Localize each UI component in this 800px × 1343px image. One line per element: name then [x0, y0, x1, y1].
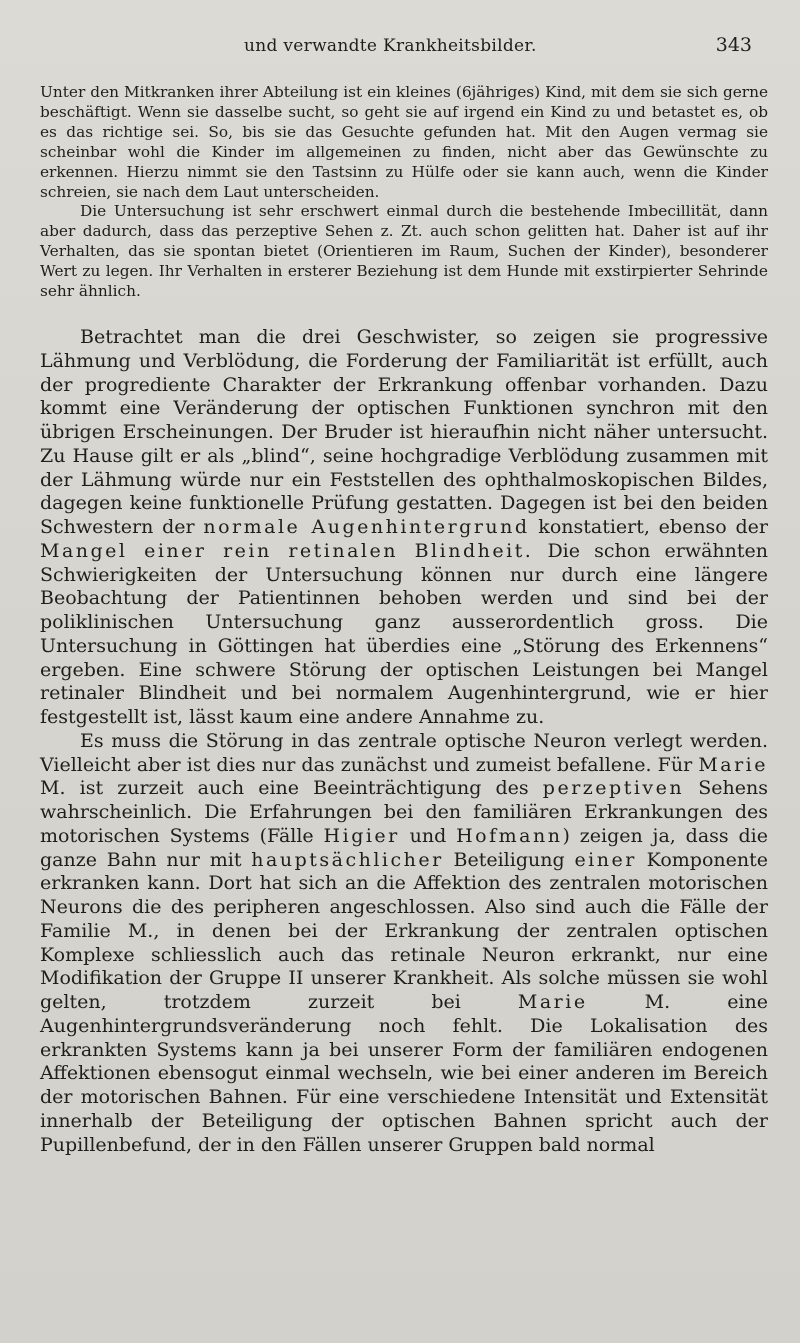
- emphasis-spaced: Mangel einer rein retinalen Blindheit.: [40, 539, 534, 562]
- case-report-small-print: [40, 83, 768, 302]
- main-text: [40, 326, 768, 1157]
- person-name-spaced: Higier: [323, 824, 400, 847]
- text-run: M. ist zurzeit auch eine Beeinträchtigung des: [40, 777, 543, 800]
- text-run: und: [399, 824, 457, 847]
- text-run: Komponente erkranken kann. Dort hat sich an die Affektion des zentralen motorischen Neurons die des peripheren angeschlossen. Also sind auch die Fälle der Familie M., in denen bei der Erkrankung der zentralen optischen Komplexe schliesslich auch das retinale Neuron erkrankt, nur eine Modifikation der Gruppe II unserer Krankheit. Als solche müssen sie wohl gelten, trotzdem zurzeit bei: [40, 848, 768, 1013]
- person-name-spaced: Marie: [698, 753, 768, 776]
- main-paragraph-2: [40, 730, 768, 1158]
- text-run: Betrachtet man die drei Geschwister, so zeigen sie progressive Lähmung und Verblödung, die Forderung der Familiarität ist erfüllt, auch der progrediente Charakter der Erkrankung offenbar vorhanden. Dazu kommt eine Veränderung der optischen Funktionen synchron mit den übrigen Erscheinungen. Der Bruder ist hieraufhin nicht näher untersucht. Zu Hause gilt er als „blind“, seine hochgradige Verblödung zusammen mit der Lähmung würde nur ein Feststellen des ophthalmoskopischen Bildes, dagegen keine funktionelle Prüfung gestatten. Dagegen ist bei den beiden Schwestern der: [40, 326, 768, 538]
- text-run: Beteiligung: [443, 848, 575, 871]
- running-head: [0, 36, 800, 66]
- main-paragraph-1: [40, 326, 768, 730]
- text-run: Die schon erwähnten Schwierigkeiten der Untersuchung können nur durch eine längere Beobachtung der Patientinnen behoben werden und sind bei der poliklinischen Untersuchung ganz ausserordentlich gross. Die Untersuchung in Göttingen hat überdies eine „Störung des Erkennens“ ergeben. Eine schwere Störung der optischen Leistungen bei Mangel retinaler Blindheit und bei normalem Augenhintergrund, wie er hier festgestellt ist, lässt kaum eine andere Annahme zu.: [40, 539, 769, 728]
- page-number: 343: [715, 34, 752, 56]
- text-run: M. eine Augenhintergrundsveränderung noch fehlt. Die Lokalisation des erkrankten Systems kann ja bei unserer Form der familiären endogenen Affektionen ebensogut einmal wechseln, wie bei einer anderen im Bereich der motorischen Bahnen. Für eine verschiedene Intensität und Extensität innerhalb der Beteiligung der optischen Bahnen spricht auch der Pupillenbefund, der in den Fällen unserer Gruppen bald normal: [40, 991, 768, 1156]
- running-title: und verwandte Krankheitsbilder.: [244, 36, 537, 56]
- emphasis-spaced: normale Augenhintergrund: [203, 516, 530, 538]
- text-run: konstatiert, ebenso der: [529, 516, 768, 538]
- text-run: Sehens wahrscheinlich. Die Erfahrungen bei den familiären Erkrankungen des motorischen Systems (Fälle: [40, 777, 768, 847]
- text-run: ) zeigen ja, dass die ganze Bahn nur mit: [40, 824, 768, 871]
- emphasis-spaced: perzeptiven: [542, 777, 685, 800]
- text-run: Es muss die Störung in das zentrale optische Neuron verlegt werden. Vielleicht aber ist dies nur das zunächst und zumeist befallene. Für: [40, 729, 768, 776]
- emphasis-spaced: hauptsächlicher: [251, 848, 444, 871]
- person-name-spaced: Marie: [517, 991, 588, 1013]
- person-name-spaced: Hofmann: [456, 824, 563, 847]
- small-paragraph-1: Unter den Mitkranken ihrer Abteilung ist ein kleines (6jähriges) Kind, mit dem sie sich gerne beschäftigt. Wenn sie dasselbe sucht, so geht sie auf irgend ein Kind zu und betastet es, ob es das richtige sei. So, bis sie das Gesuchte gefunden hat. Mit den Augen vermag sie scheinbar wohl die Kinder im allgemeinen zu finden, nicht aber das Gewünschte zu erkennen. Hierzu nimmt sie den Tastsinn zu Hülfe oder sie kann auch, wenn die Kinder schreien, sie nach dem Laut unterscheiden.: [40, 83, 768, 201]
- small-paragraph-2: Die Untersuchung ist sehr erschwert einmal durch die bestehende Imbecillität, dann aber dadurch, dass das perzeptive Sehen z. Zt. auch schon gelitten hat. Daher ist auf ihr Verhalten, das sie spontan bietet (Orientieren im Raum, Suchen der Kinder), besonderer Wert zu legen. Ihr Verhalten in ersterer Beziehung ist dem Hunde mit exstirpierter Sehrinde sehr ähnlich.: [40, 202, 768, 301]
- emphasis-spaced: einer: [574, 848, 637, 871]
